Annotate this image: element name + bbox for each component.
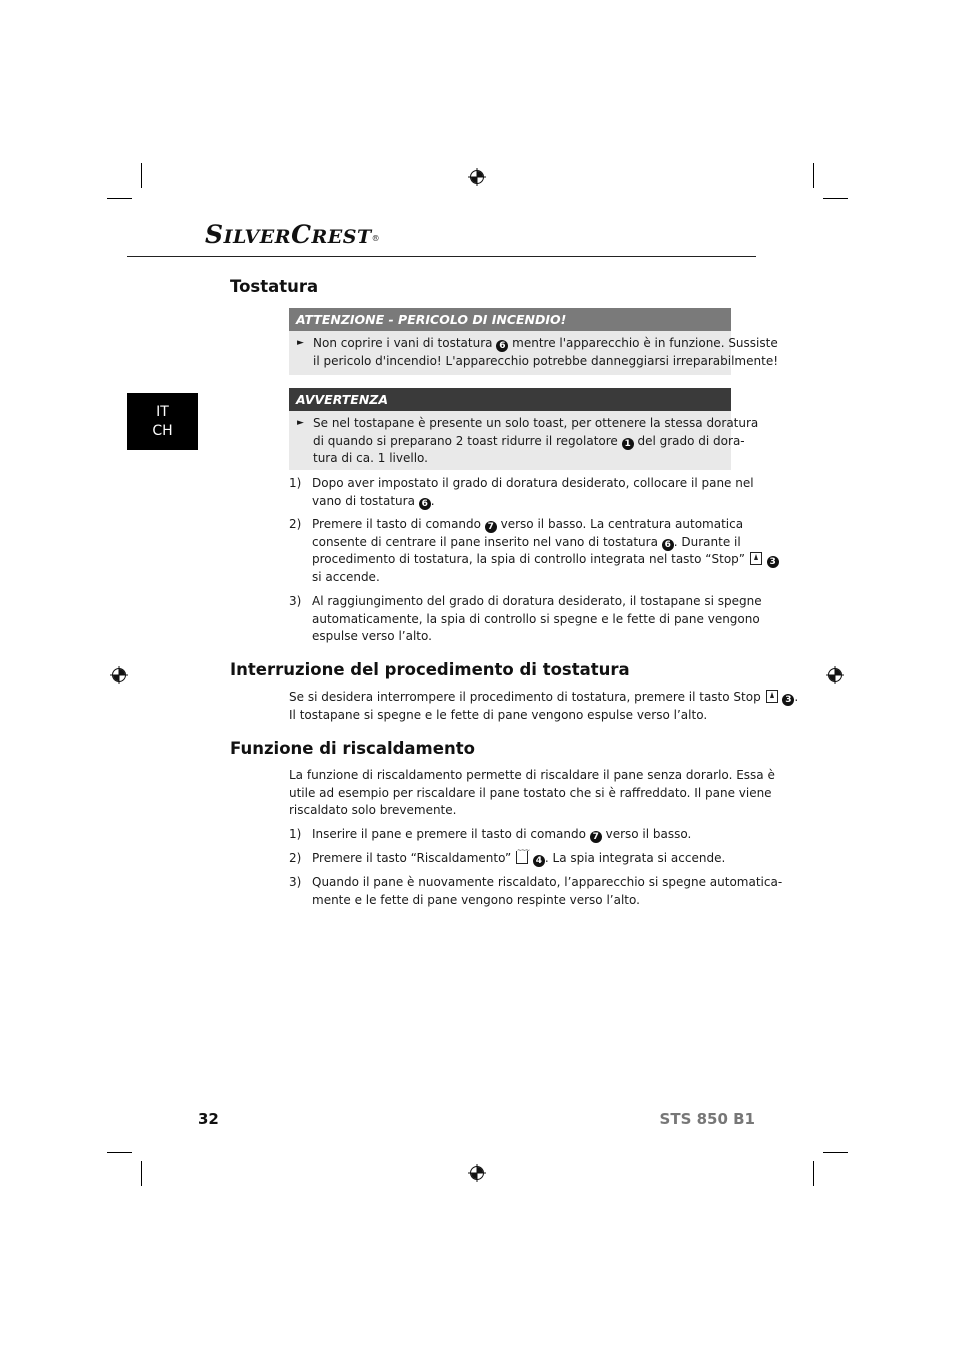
crop-mark [823,198,848,199]
step-text: Quando il pane è nuovamente riscaldato, l’apparecchio si spegne automatica- mente e le fette di pane vengono respinte verso l’alto. [312,875,783,907]
language-tab [127,393,198,450]
bullet-arrow-icon: ► [297,418,304,428]
crop-mark [107,198,132,199]
stop-button-icon [766,690,778,703]
crop-mark [141,1161,142,1186]
reference-number-badge: 7 [485,521,497,533]
reference-number-badge: 3 [782,694,794,706]
step-text: Premere il tasto di comando 7 verso il basso. La centratura automatica consente di centrare il pane inserito nel vano di tostatura 6 . Durante il procedimento di tostatura, la spia di controllo integrata nel tasto “Stop” 3 si accende. [312,516,736,586]
page-number: 32 [198,1110,219,1128]
header-rule [127,256,756,257]
step-text: Al raggiungimento del grado di doratura desiderato, il tostapane si spegne automaticamente, la spia di controllo si spegne e le fette di pane vengono espulse verso l’alto. [312,594,762,643]
paragraph: Se si desidera interrompere il procedimento di tostatura, premere il tasto Stop 3 . Il tostapane si spegne e le fette di pane vengono espulse verso l’alto. [289,690,799,722]
crop-mark [141,163,142,188]
section-title-riscaldamento: Funzione di riscaldamento [230,739,475,758]
step-number: 3) [289,594,302,608]
crop-mark [813,1161,814,1186]
reference-number-badge: 6 [496,340,508,352]
warning-header: ATTENZIONE - PERICOLO DI INCENDIO! [289,308,731,331]
model-number: STS 850 B1 [659,1110,755,1128]
language-code-it: IT [156,403,169,420]
reference-number-badge: 4 [533,855,545,867]
bullet-arrow-icon: ► [297,338,304,348]
warning-body: ► Non coprire i vani di tostatura 6 mentre l'apparecchio è in funzione. Sussiste il pericolo d'incendio! L'apparecchio potrebbe danneggiarsi irreparabilmente! [289,331,731,375]
reference-number-badge: 1 [622,438,634,450]
reference-number-badge: 6 [662,539,674,551]
step-number: 1) [289,476,302,490]
step-number: 1) [289,827,302,841]
stop-button-icon [750,552,762,565]
crop-mark [823,1152,848,1153]
step-number: 2) [289,851,302,865]
brand-logo: SILVERCREST® [205,220,381,249]
reference-number-badge: 7 [590,831,602,843]
paragraph: La funzione di riscaldamento permette di riscaldare il pane senza dorarlo. Essa è utile ad esempio per riscaldare il pane tostato che si è raffreddato. Il pane viene riscaldato solo brevemente. [289,768,775,817]
reference-number-badge: 6 [419,498,431,510]
step-number: 2) [289,517,302,531]
step-text: Premere il tasto “Riscaldamento” ~~~ 4 . La spia integrata si accende. [312,850,736,868]
step-text: Dopo aver impostato il grado di doratura desiderato, collocare il pane nel vano di tostatura 6 . [312,476,754,509]
reference-number-badge: 3 [767,556,779,568]
registration-mark-icon [468,1164,486,1182]
language-code-ch: CH [152,422,173,439]
registration-mark-icon [468,168,486,186]
section-title-tostatura: Tostatura [230,277,319,296]
warning-box [289,308,779,375]
step-text: Inserire il pane e premere il tasto di comando 7 verso il basso. [312,827,692,842]
notice-header: AVVERTENZA [289,388,731,411]
registration-mark-icon [110,666,128,684]
crop-mark [813,163,814,188]
crop-mark [107,1152,132,1153]
notice-body: ► Se nel tostapane è presente un solo toast, per ottenere la stessa doratura di quando si preparano 2 toast ridurre il regolatore 1 del grado di dora- tura di ca. 1 livello. [289,411,731,470]
warming-button-icon [516,851,528,864]
step-number: 3) [289,875,302,889]
notice-box [289,388,759,470]
section-title-interruzione: Interruzione del procedimento di tostatura [230,660,630,679]
registration-mark-icon [826,666,844,684]
